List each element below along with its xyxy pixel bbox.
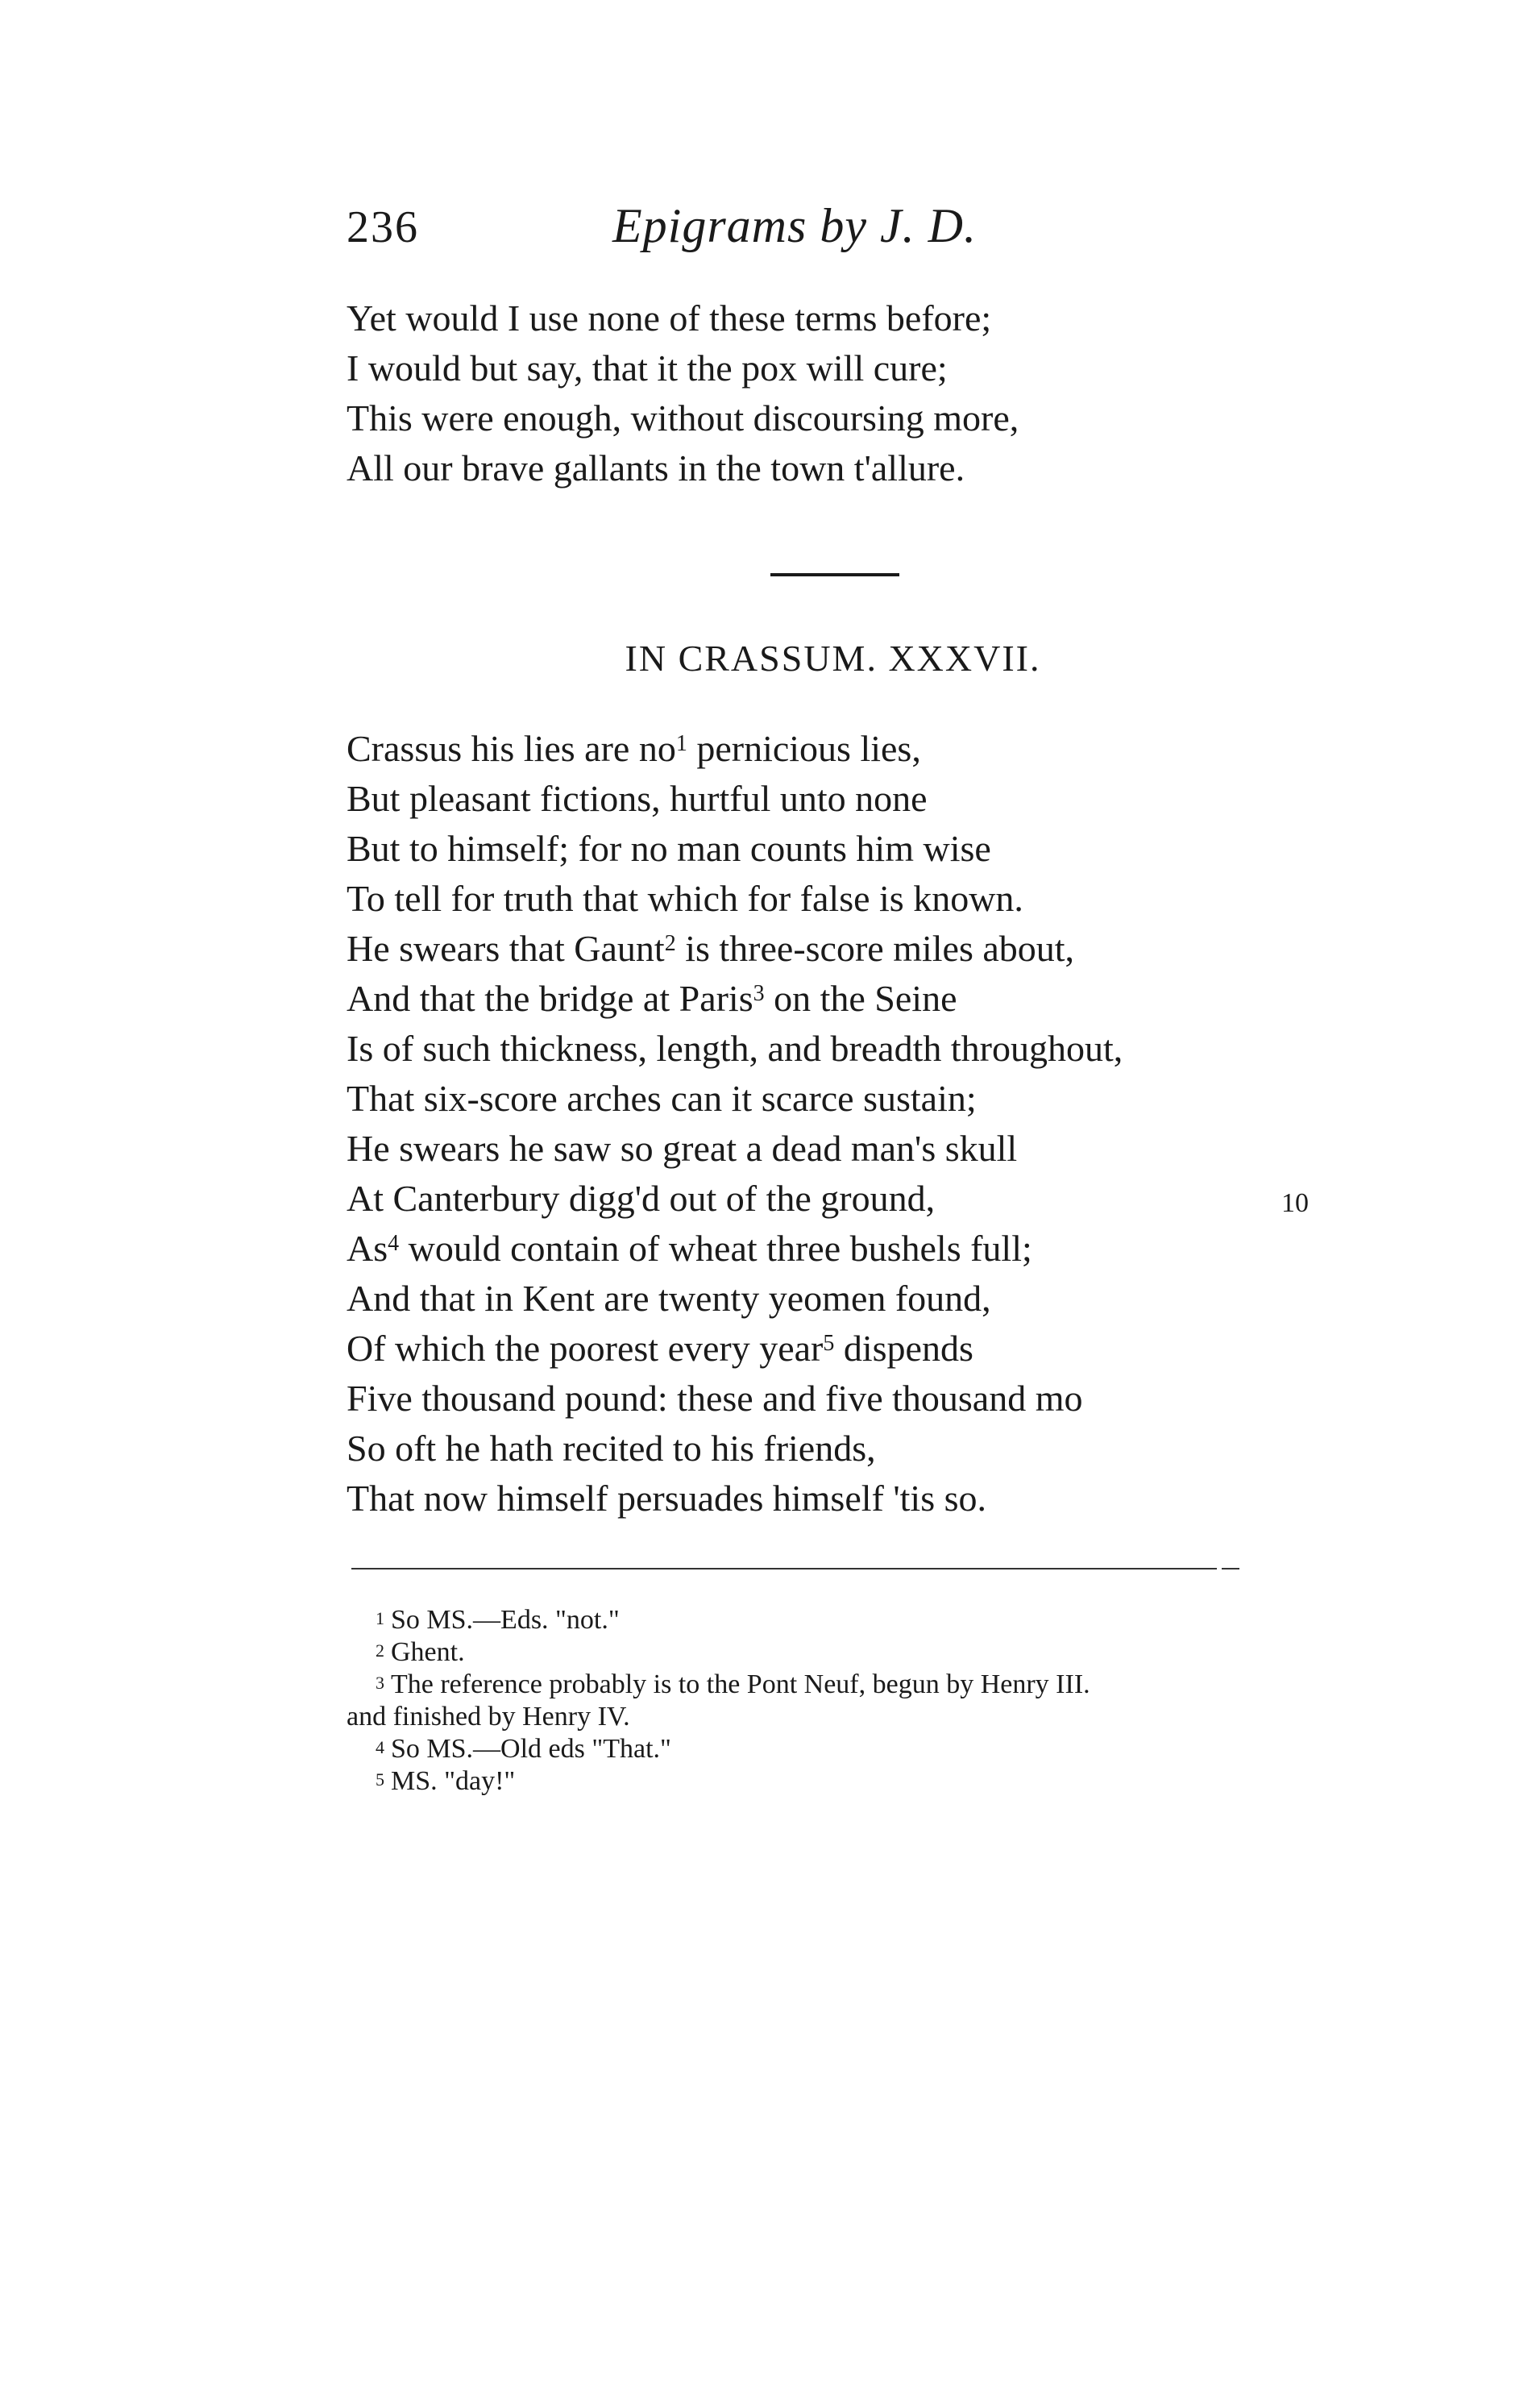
footnote-mark: 4	[376, 1737, 384, 1757]
page-number: 236	[347, 202, 419, 252]
verse-line: I would but say, that it the pox will cure;	[347, 347, 948, 389]
running-title: Epigrams by J. D.	[612, 199, 977, 252]
footnote: $^4$ So MS.—Old eds "That."	[376, 1734, 671, 1764]
verse-line: Is of such thickness, length, and breadth throughout,	[347, 1028, 1123, 1069]
verse-line: That now himself persuades himself 'tis so.	[347, 1478, 986, 1519]
footnote: $^1$ So MS.—Eds. "not."	[376, 1605, 620, 1635]
footnotes	[347, 1604, 1338, 1798]
footnote: $^2$ Ghent.	[376, 1637, 465, 1667]
verse-line: That six-score arches can it scarce sustain;	[347, 1078, 977, 1119]
verse-line: So oft he hath recited to his friends,	[347, 1428, 876, 1469]
running-head	[347, 199, 1394, 266]
footnote-rule	[351, 1568, 1217, 1569]
footnote-ref[interactable]: 1	[675, 731, 687, 756]
footnote-continuation: and finished by Henry IV.	[347, 1702, 630, 1732]
verse-line: To tell for truth that which for false is known.	[347, 878, 1023, 919]
verse-line: Five thousand pound: these and five thousand mo	[347, 1378, 1083, 1419]
footnote-ref[interactable]: 5	[823, 1331, 835, 1356]
verse-line: He swears that Gaunt$^2$ is three-score miles about,	[347, 928, 1075, 969]
verse-line: This were enough, without discoursing more,	[347, 397, 1019, 439]
section-divider	[770, 573, 899, 576]
verse-line: As$^4$ would contain of wheat three bushels full;	[347, 1228, 1032, 1269]
footnote: $^5$ MS. "day!"	[376, 1766, 516, 1796]
footnote-ref[interactable]: 4	[388, 1231, 400, 1256]
poem-title: IN CRASSUM. XXXVII.	[625, 638, 1041, 679]
verse-line: Of which the poorest every year$^5$ dispends	[347, 1328, 973, 1369]
footnote-ref[interactable]: 3	[753, 981, 765, 1006]
verse-line: But to himself; for no man counts him wise	[347, 828, 991, 869]
preceding-stanza	[347, 293, 1019, 493]
footnote-mark: 2	[376, 1640, 384, 1661]
footnote-mark: 5	[376, 1769, 384, 1790]
verse-line: At Canterbury digg'd out of the ground, 10	[347, 1174, 1123, 1224]
footnote-mark: 1	[376, 1608, 384, 1628]
verse-line: And that in Kent are twenty yeomen found,	[347, 1278, 991, 1319]
verse-line: Yet would I use none of these terms before;	[347, 297, 992, 339]
footnote-mark: 3	[376, 1673, 384, 1693]
footnote-rule-tail	[1222, 1568, 1239, 1569]
verse-line: And that the bridge at Paris$^3$ on the Seine	[347, 978, 957, 1019]
verse-line: All our brave gallants in the town t'allure.	[347, 447, 965, 488]
footnote-ref[interactable]: 2	[664, 931, 676, 956]
poem-body	[347, 724, 1309, 1524]
verse-line: Crassus his lies are $no^1$ pernicious lies,	[347, 728, 921, 769]
verse-line: He swears he saw so great a dead man's skull	[347, 1128, 1018, 1169]
verse-line: But pleasant fictions, hurtful unto none	[347, 778, 928, 819]
footnote: $^3$ The reference probably is to the Pont Neuf, begun by Henry III.	[376, 1669, 1090, 1699]
line-number: 10	[1281, 1188, 1309, 1218]
